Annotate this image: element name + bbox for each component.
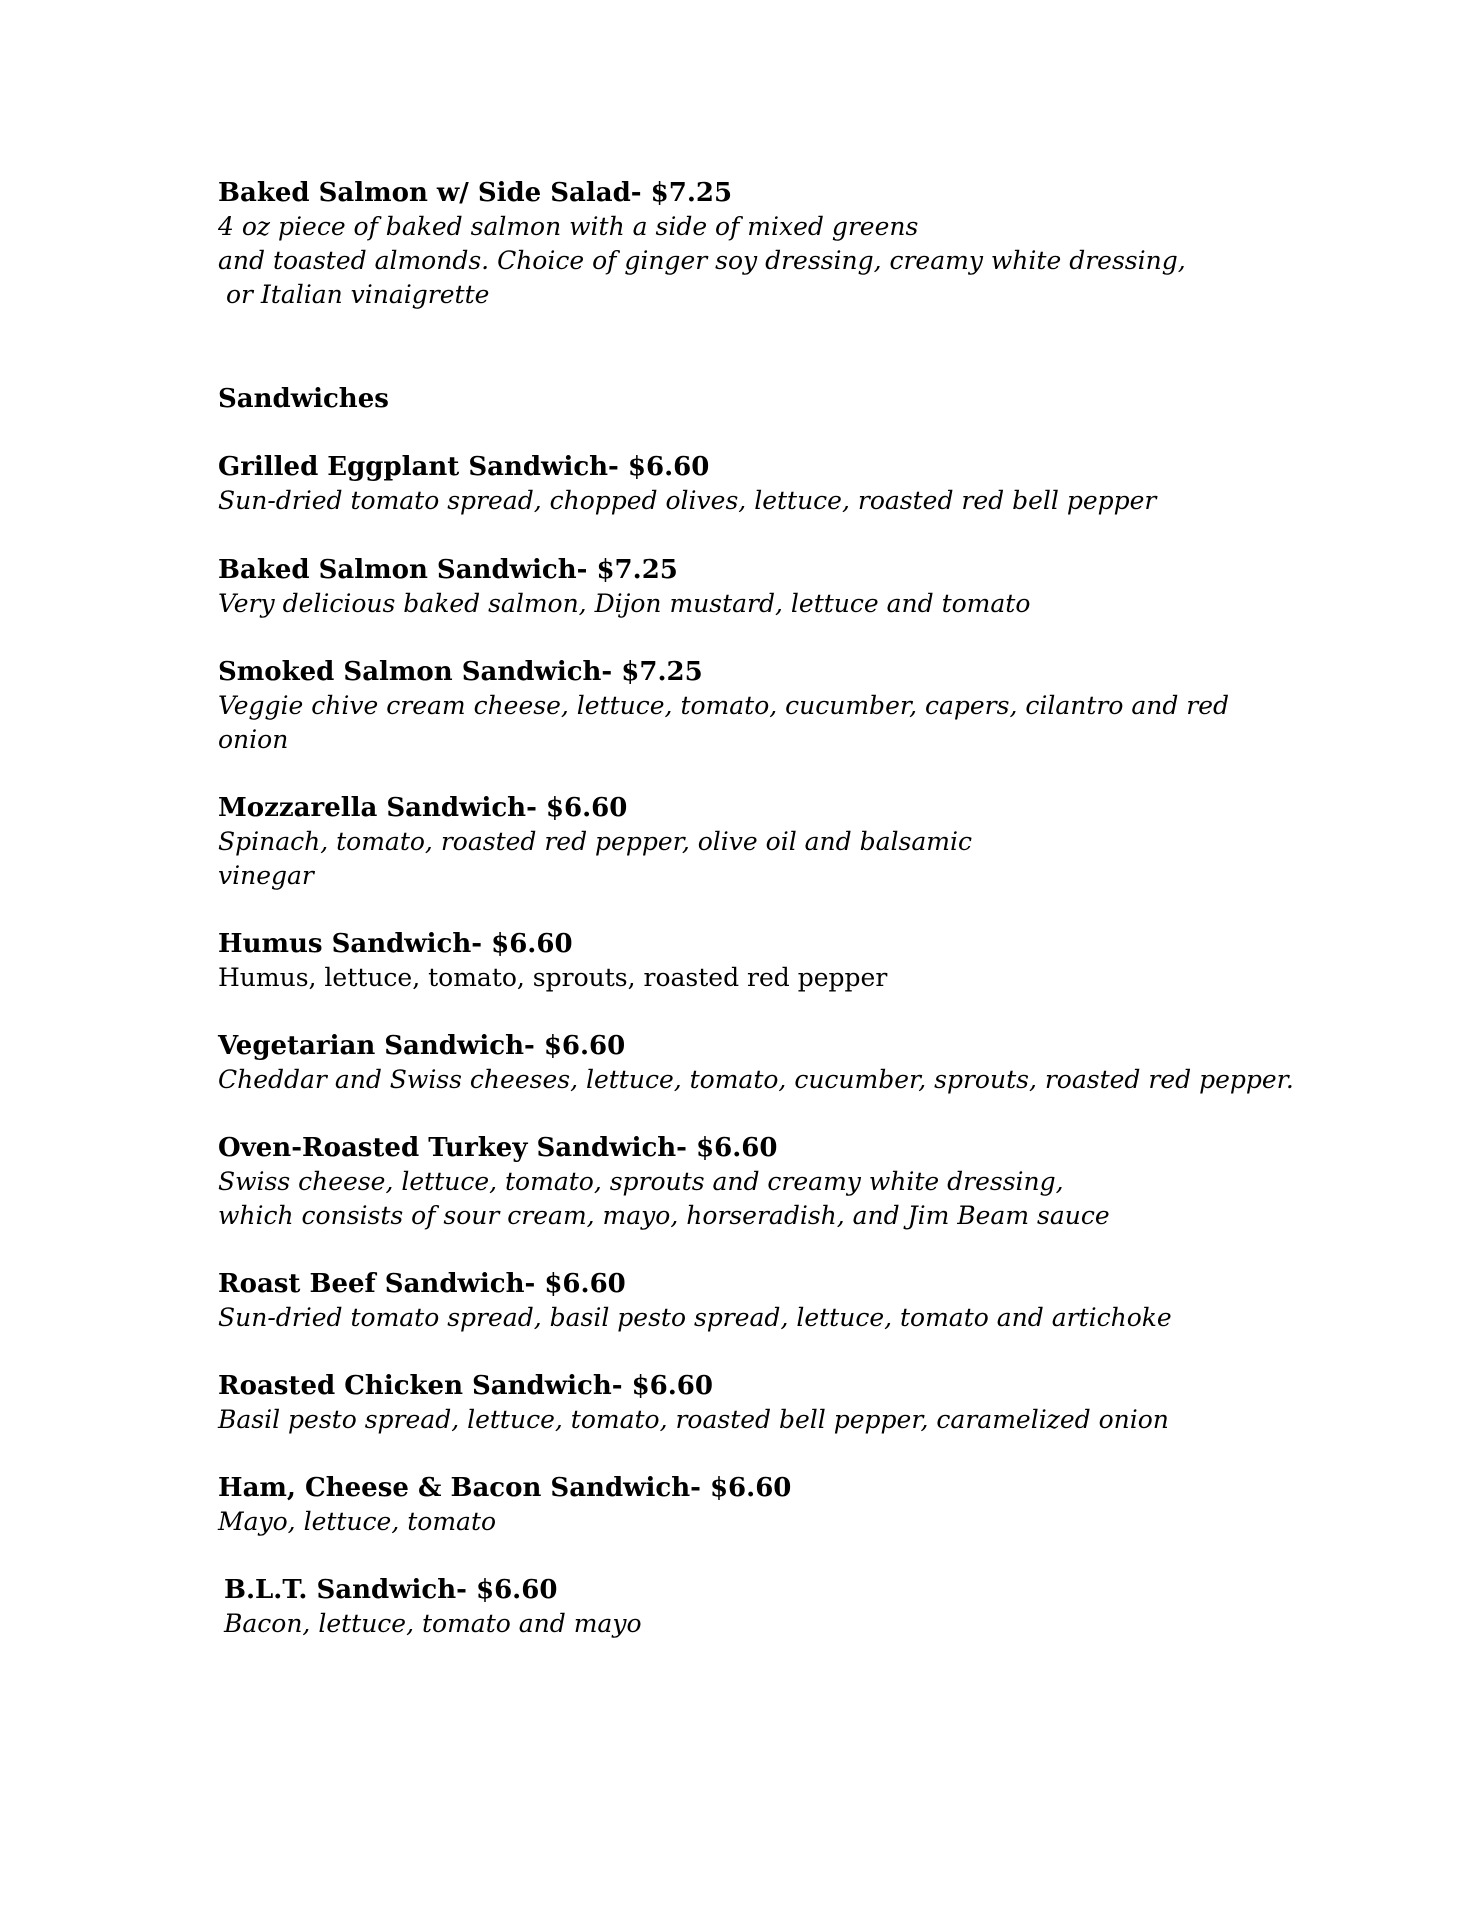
description-line: Veggie chive cream cheese, lettuce, tomato, cucumber, capers, cilantro and red xyxy=(218,691,1230,720)
description-line: Bacon, lettuce, tomato and mayo xyxy=(224,1609,642,1638)
menu-item-roasted-chicken-sandwich xyxy=(218,1369,1278,1437)
menu-item-title: Ham, Cheese & Bacon Sandwich- $6.60 xyxy=(218,1473,792,1503)
menu-item-title: Smoked Salmon Sandwich- $7.25 xyxy=(218,657,703,687)
menu-item-title: Roast Beef Sandwich- $6.60 xyxy=(218,1269,626,1299)
menu-item-title: B.L.T. Sandwich- $6.60 xyxy=(224,1575,558,1605)
menu-item-description xyxy=(218,825,1278,893)
menu-item-baked-salmon-sandwich xyxy=(218,553,1278,621)
menu-item-description xyxy=(218,484,1278,518)
menu-item-description xyxy=(218,1165,1278,1233)
description-line: Sun-dried tomato spread, chopped olives, lettuce, roasted red bell pepper xyxy=(218,486,1157,515)
description-line: Mayo, lettuce, tomato xyxy=(218,1507,497,1536)
section-heading: Sandwiches xyxy=(218,384,389,414)
menu-item-description xyxy=(218,1505,1278,1539)
menu-item-title: Vegetarian Sandwich- $6.60 xyxy=(218,1031,626,1061)
menu-item-description xyxy=(218,1301,1278,1335)
description-line: and toasted almonds. Choice of ginger soy dressing, creamy white dressing, xyxy=(218,246,1186,275)
menu-item-title: Baked Salmon Sandwich- $7.25 xyxy=(218,555,678,585)
menu-item-blt-sandwich xyxy=(224,1573,1284,1641)
description-line: Sun-dried tomato spread, basil pesto spread, lettuce, tomato and artichoke xyxy=(218,1303,1172,1332)
menu-item-description xyxy=(224,1607,1284,1641)
description-line: vinegar xyxy=(218,861,314,890)
description-line: Spinach, tomato, roasted red pepper, olive oil and balsamic xyxy=(218,827,972,856)
menu-item-smoked-salmon-sandwich xyxy=(218,655,1278,757)
description-line: 4 oz piece of baked salmon with a side of mixed greens xyxy=(218,212,919,241)
menu-item-description xyxy=(218,961,1278,995)
menu-item-roast-beef-sandwich xyxy=(218,1267,1278,1335)
menu-item-humus-sandwich xyxy=(218,927,1278,995)
menu-item-description xyxy=(218,689,1278,757)
description-line: which consists of sour cream, mayo, horseradish, and Jim Beam sauce xyxy=(218,1201,1110,1230)
description-line: or Italian vinaigrette xyxy=(218,280,490,309)
description-line: Very delicious baked salmon, Dijon mustard, lettuce and tomato xyxy=(218,589,1031,618)
description-line: Humus, lettuce, tomato, sprouts, roasted red pepper xyxy=(218,963,888,992)
menu-item-title: Humus Sandwich- $6.60 xyxy=(218,929,573,959)
description-line: onion xyxy=(218,725,289,754)
description-line: Swiss cheese, lettuce, tomato, sprouts and creamy white dressing, xyxy=(218,1167,1064,1196)
menu-item-description xyxy=(218,210,1278,312)
description-line: Basil pesto spread, lettuce, tomato, roasted bell pepper, caramelized onion xyxy=(218,1405,1169,1434)
menu-item-title: Roasted Chicken Sandwich- $6.60 xyxy=(218,1371,713,1401)
menu-item-title: Oven-Roasted Turkey Sandwich- $6.60 xyxy=(218,1133,778,1163)
menu-item-description xyxy=(218,1063,1294,1097)
menu-item-title: Grilled Eggplant Sandwich- $6.60 xyxy=(218,452,710,482)
menu-item-description xyxy=(218,1403,1278,1437)
section-heading-block xyxy=(218,382,1278,416)
menu-item-vegetarian-sandwich xyxy=(218,1029,1294,1097)
menu-item-oven-roasted-turkey-sandwich xyxy=(218,1131,1278,1233)
menu-item-ham-cheese-bacon-sandwich xyxy=(218,1471,1278,1539)
menu-item-mozzarella-sandwich xyxy=(218,791,1278,893)
menu-item-baked-salmon-side-salad xyxy=(218,176,1278,312)
menu-item-title: Mozzarella Sandwich- $6.60 xyxy=(218,793,628,823)
description-line: Cheddar and Swiss cheeses, lettuce, tomato, cucumber, sprouts, roasted red pepper. xyxy=(218,1065,1294,1094)
menu-item-grilled-eggplant xyxy=(218,450,1278,518)
menu-item-title: Baked Salmon w/ Side Salad- $7.25 xyxy=(218,178,733,208)
menu-item-description xyxy=(218,587,1278,621)
